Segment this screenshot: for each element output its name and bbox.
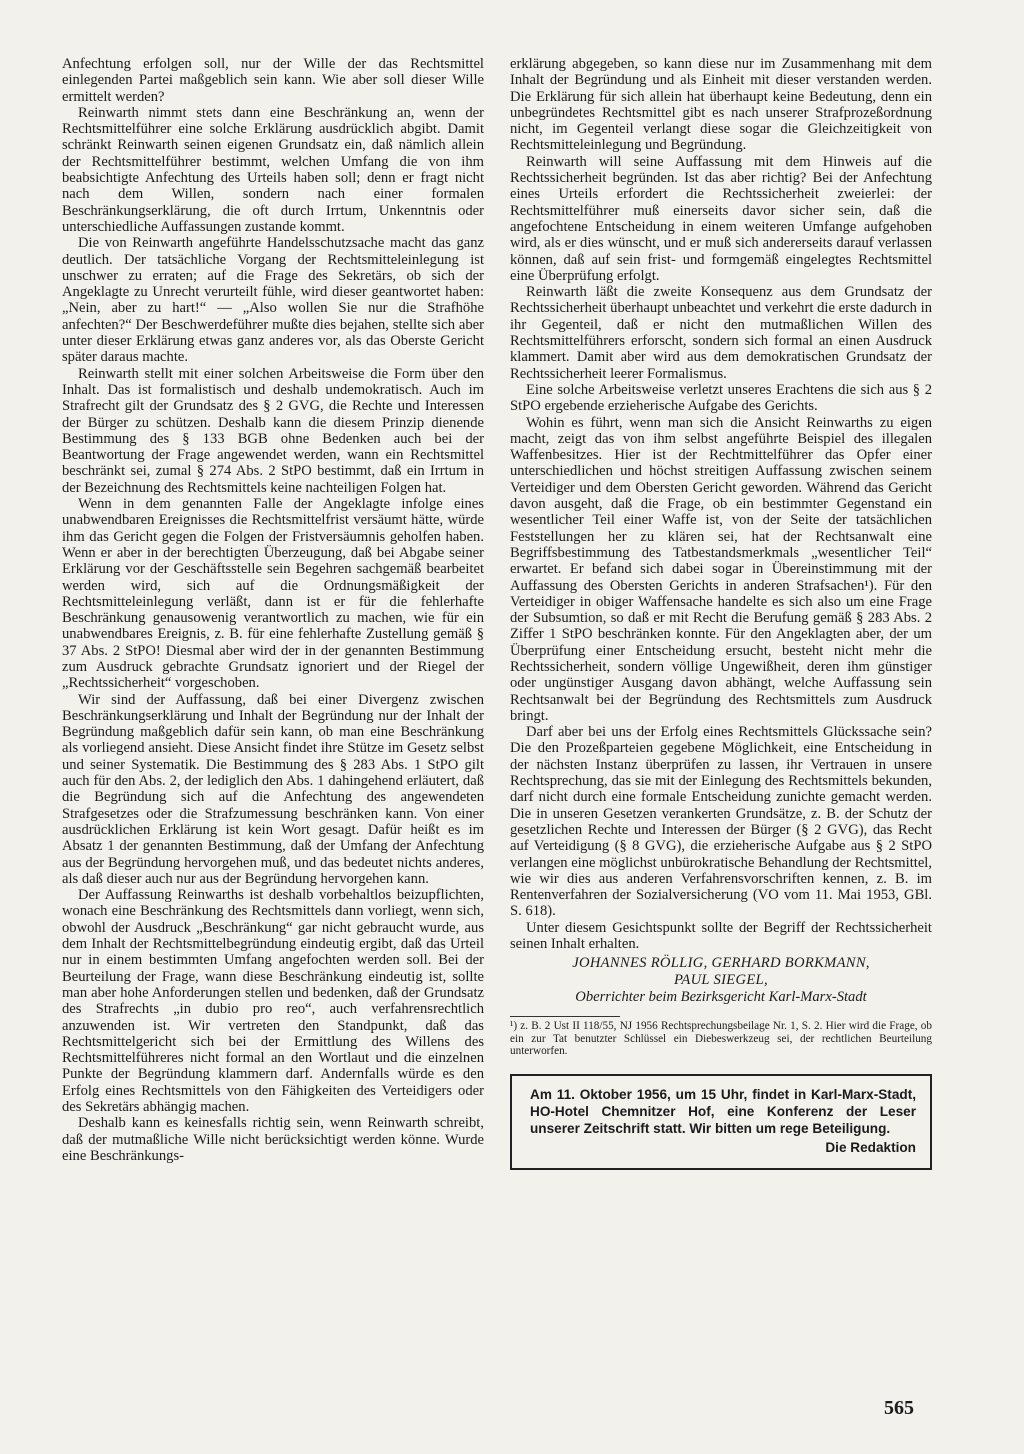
page-number: 565 bbox=[884, 1397, 914, 1419]
paragraph: Deshalb kann es keinesfalls richtig sein, wenn Reinwarth schreibt, daß der mutmaßliche Wille nicht berücksichtigt werden könne. Wurde eine Beschränkungs- bbox=[62, 1115, 484, 1164]
footnote-divider bbox=[510, 1016, 620, 1017]
paragraph: Reinwarth stellt mit einer solchen Arbeitsweise die Form über den Inhalt. Das ist formalistisch und deshalb undemokratisch. Auch im Strafrecht gilt der Grundsatz des § 2 GVG, die Rechte und Interessen der Bürger zu schützen. Deshalb kann die diesem Prinzip dienende Bestimmung des § 133 BGB ohne Bedenken auch bei der Beantwortung der Frage angewendet werden, wann ein Rechtsmittel beschränkt sei, zumal § 274 Abs. 2 StPO bestimmt, daß ein Irrtum in der Bezeichnung des Rechtsmittels keine nachteiligen Folgen hat. bbox=[62, 365, 484, 496]
notice-text: Am 11. Oktober 1956, um 15 Uhr, findet in Karl-Marx-Stadt, HO-Hotel Chemnitzer Hof, eine Konferenz der Leser unserer Zeitschrift statt. Wir bitten um rege Beteiligung. bbox=[530, 1086, 916, 1136]
left-column bbox=[62, 56, 484, 1164]
right-column bbox=[510, 56, 932, 1170]
paragraph: Wir sind der Auffassung, daß bei einer Divergenz zwischen Beschränkungserklärung und Inhalt der Begründung nur der Inhalt der Begründung maßgeblich dafür sein kann, ob man eine Beschränkung als vorliegend ansieht. Diese Ansicht findet ihre Stütze im Gesetz selbst und seiner Systematik. Die Bestimmung des § 283 Abs. 1 StPO gilt auch für den Abs. 2, der lediglich den Abs. 1 dahingehend erläutert, daß die Begründung sich auf die Anfechtung des angewendeten Strafgesetzes oder die Strafzumessung beschränken kann. Von einer ausdrücklichen Erklärung ist kein Wort gesagt. Dafür heißt es im Absatz 1 der genannten Bestimmung, daß der Umfang der Anfechtung aus der Begründung hervorgehen muß, und das bedeutet nichts anderes, als daß dieser auch nur aus der Begründung hervorgehen kann. bbox=[62, 691, 484, 887]
author-names-line1: JOHANNES RÖLLIG, GERHARD BORKMANN, bbox=[572, 955, 870, 972]
paragraph: Reinwarth nimmt stets dann eine Beschränkung an, wenn der Rechtsmittelführer eine solche Erklärung ausdrücklich abgibt. Damit schränkt Reinwarth seinen eigenen Grundsatz ein, daß nämlich allein der Rechtsmittelführer bestimmt, welchen Umfang die von ihm beabsichtigte Anfechtung des Urteils haben soll; denn er fragt nicht nach dem Willen, sondern nach einer formalen Beschränkungserklärung, die oft durch Irrtum, Unkenntnis oder unterschiedliche Auffassungen zustande kommt. bbox=[62, 104, 484, 235]
conference-notice-box bbox=[510, 1074, 932, 1171]
paragraph: Wenn in dem genannten Falle der Angeklagte infolge eines unabwendbaren Ereignisses die Rechtsmittelfrist versäumt hätte, würde ihm das Gericht gegen die Folgen der Fristversäumnis geholfen haben. Wenn er aber in der berechtigten Überzeugung, daß bei Abgabe seiner Erklärung vor der Geschäftsstelle sein Begehren sachgemäß bearbeitet werden wird, sich auf die Ordnungsmäßigkeit der Rechtsmitteleinlegung verläßt, dann ist er für die fehlerhafte Beschränkung genausowenig verantwortlich zu machen, wie für ein unabwendbares Ereignis, z. B. für eine fehlerhafte Zustellung gemäß § 37 Abs. 2 StPO! Diesmal aber wird der in der genannten Bestimmung zum Ausdruck gebrachte Grundsatz ignoriert und der Riegel der „Rechtssicherheit“ vorgeschoben. bbox=[62, 496, 484, 692]
author-role: Oberrichter beim Bezirksgericht Karl-Marx-Stadt bbox=[575, 989, 867, 1006]
paragraph: Der Auffassung Reinwarths ist deshalb vorbehaltlos beizupflichten, wonach eine Beschränkung des Rechtsmittels dann vorliegt, wenn sich, obwohl der Ausdruck „Beschränkung“ gar nicht gebraucht wurde, aus dem Inhalt der Rechtsmittelbegründung eindeutig ergibt, daß das Urteil nur in einem bestimmten Umfang angefochten werden soll. Bei der Beurteilung der Frage, wann diese Beschränkung eindeutig ist, sollte man aber hohe Anforderungen stellen und bedenken, daß der Grundsatz des Strafrechts „in dubio pro reo“, auch verfahrensrechtlich anzuwenden ist. Wir vertreten den Standpunkt, daß das Rechtsmittelgericht sich bei der Ermittlung des Willens des Rechtsmittelführeres nicht formal an den Wortlaut und die einzelnen Punkte der Begründung klammern darf. Andernfalls würde es den Erfolg eines Rechtsmittels von den Fähigkeiten des Verteidigers oder des Sekretärs abhängig machen. bbox=[62, 887, 484, 1115]
notice-signature: Die Redaktion bbox=[825, 1140, 916, 1156]
paragraph: Darf aber bei uns der Erfolg eines Rechtsmittels Glückssache sein? Die den Prozeßparteien gegebene Möglichkeit, eine Entscheidung in der nächsten Instanz überprüfen zu lassen, ihr Vertrauen in unsere Rechtsprechung, das sie mit der Einlegung des Rechtsmittels bekunden, darf nicht durch eine formale Entscheidung zunichte gemacht werden. Die in unseren Gesetzen verankerten Grundsätze, z. B. der Schutz der gesetzlichen Rechte und Interessen der Bürger (§ 2 GVG), das Recht auf Verteidigung (§ 8 GVG), die erzieherische Aufgabe aus § 2 StPO verlangen eine möglichst unbürokratische Behandlung der Rechtsmittel, wie wir dies aus anderen Verfahrensvorschriften kennen, z. B. im Rentenverfahren der Sozialversicherung (VO vom 11. Mai 1953, GBl. S. 618). bbox=[510, 724, 932, 920]
paragraph: Reinwarth will seine Auffassung mit dem Hinweis auf die Rechtssicherheit begründen. Ist das aber richtig? Bei der Anfechtung eines Urteils erfordert die Rechtssicherheit zweierlei: der Rechtsmittelführer muß einerseits davor sicher sein, daß die angefochtene Entscheidung in einem weiteren Umfange aufgehoben wird, als er dies wünscht, und er muß sich andererseits darauf verlassen können, daß auf sein frist- und formgemäß eingelegtes Rechtsmittel eine Überprüfung erfolgt. bbox=[510, 153, 932, 284]
paragraph: Eine solche Arbeitsweise verletzt unseres Erachtens die sich aus § 2 StPO ergebende erzieherische Aufgabe des Gerichts. bbox=[510, 381, 932, 415]
paragraph: Unter diesem Gesichtspunkt sollte der Begriff der Rechtssicherheit seinen Inhalt erhalten. bbox=[510, 919, 932, 953]
author-names-line2: PAUL SIEGEL, bbox=[674, 972, 768, 989]
paragraph: erklärung abgegeben, so kann diese nur im Zusammenhang mit dem Inhalt der Begründung und als Einheit mit dieser verstanden werden. Die Erklärung für sich allein hat überhaupt keine Bedeutung, denn ein unbegründetes Rechtsmittel gibt es nach unserer Strafprozeßordnung nicht, im Gegenteil verlangt diese sogar die Gleichzeitigkeit von Rechtsmitteleinlegung und Begründung. bbox=[510, 56, 932, 154]
paragraph: Anfechtung erfolgen soll, nur der Wille der das Rechtsmittel einlegenden Partei maßgeblich sein kann. Wie aber soll dieser Wille ermittelt werden? bbox=[62, 56, 484, 105]
author-block bbox=[510, 955, 932, 1006]
footnote: ¹) z. B. 2 Ust II 118/55, NJ 1956 Rechtsprechungsbeilage Nr. 1, S. 2. Hier wird die Frage, ob ein zur Tat benutzter Schlüssel ein Diebeswerkzeug sei, der rechtlichen Beurteilung unterworfen. bbox=[510, 1020, 932, 1058]
paragraph: Die von Reinwarth angeführte Handelsschutzsache macht das ganz deutlich. Der tatsächliche Vorgang der Rechtsmitteleinlegung ist unschwer zu erraten; auf die Frage des Sekretärs, ob sich der Angeklagte zu Unrecht verurteilt fühle, wird dieser geantwortet haben: „Nein, aber zu hart!“ — „Also wollen Sie nur die Strafhöhe anfechten?“ Der Beschwerdeführer mußte dies bejahen, stellte sich aber unter dieser Erklärung etwas ganz anderes vor, als das Oberste Gericht später daraus machte. bbox=[62, 235, 484, 366]
paragraph: Reinwarth läßt die zweite Konsequenz aus dem Grundsatz der Rechtssicherheit überhaupt unbeachtet und verkehrt die erste dadurch in ihr Gegenteil, daß er nicht den mutmaßlichen Willen des Rechtsmittelführers erforscht, sondern sich formal an einen Ausdruck klammert. Damit aber wird aus dem demokratischen Grundsatz der Rechtssicherheit leerer Formalismus. bbox=[510, 284, 932, 382]
paragraph: Wohin es führt, wenn man sich die Ansicht Reinwarths zu eigen macht, zeigt das von ihm selbst angeführte Beispiel des illegalen Waffenbesitzes. Hier ist der Rechtmittelführer das Opfer einer unterschiedlichen und höchst streitigen Auffassung zwischen seinem Verteidiger und dem Obersten Gericht geworden. Während das Gericht davon ausgeht, daß die Frage, ob ein bestimmter Gegenstand ein wesentlicher Teil einer Waffe ist, von der Seite der tatsächlichen Feststellungen her zu klären sei, hat der Rechtsanwalt eine Begriffsbestimmung des Tatbestandsmerkmals „wesentlicher Teil“ erwartet. Er befand sich dabei sogar in Übereinstimmung mit der Auffassung des Obersten Gerichts in anderen Strafsachen¹). Für den Verteidiger in obiger Waffensache handelte es sich also um eine Frage der Subsumtion, so daß er mit Recht die Berufung gemäß § 283 Abs. 2 Ziffer 1 StPO beschränken konnte. Für den Angeklagten aber, der um Überprüfung einer Entscheidung ersucht, besteht nicht mehr die Rechtssicherheit, sondern völlige Ungewißheit, deren ihm günstiger oder ungünstiger Ausgang davon abhängt, welche Auffassung sein Rechtsanwalt bei der Begründung des Rechtsmittels zum Ausdruck bringt. bbox=[510, 414, 932, 724]
